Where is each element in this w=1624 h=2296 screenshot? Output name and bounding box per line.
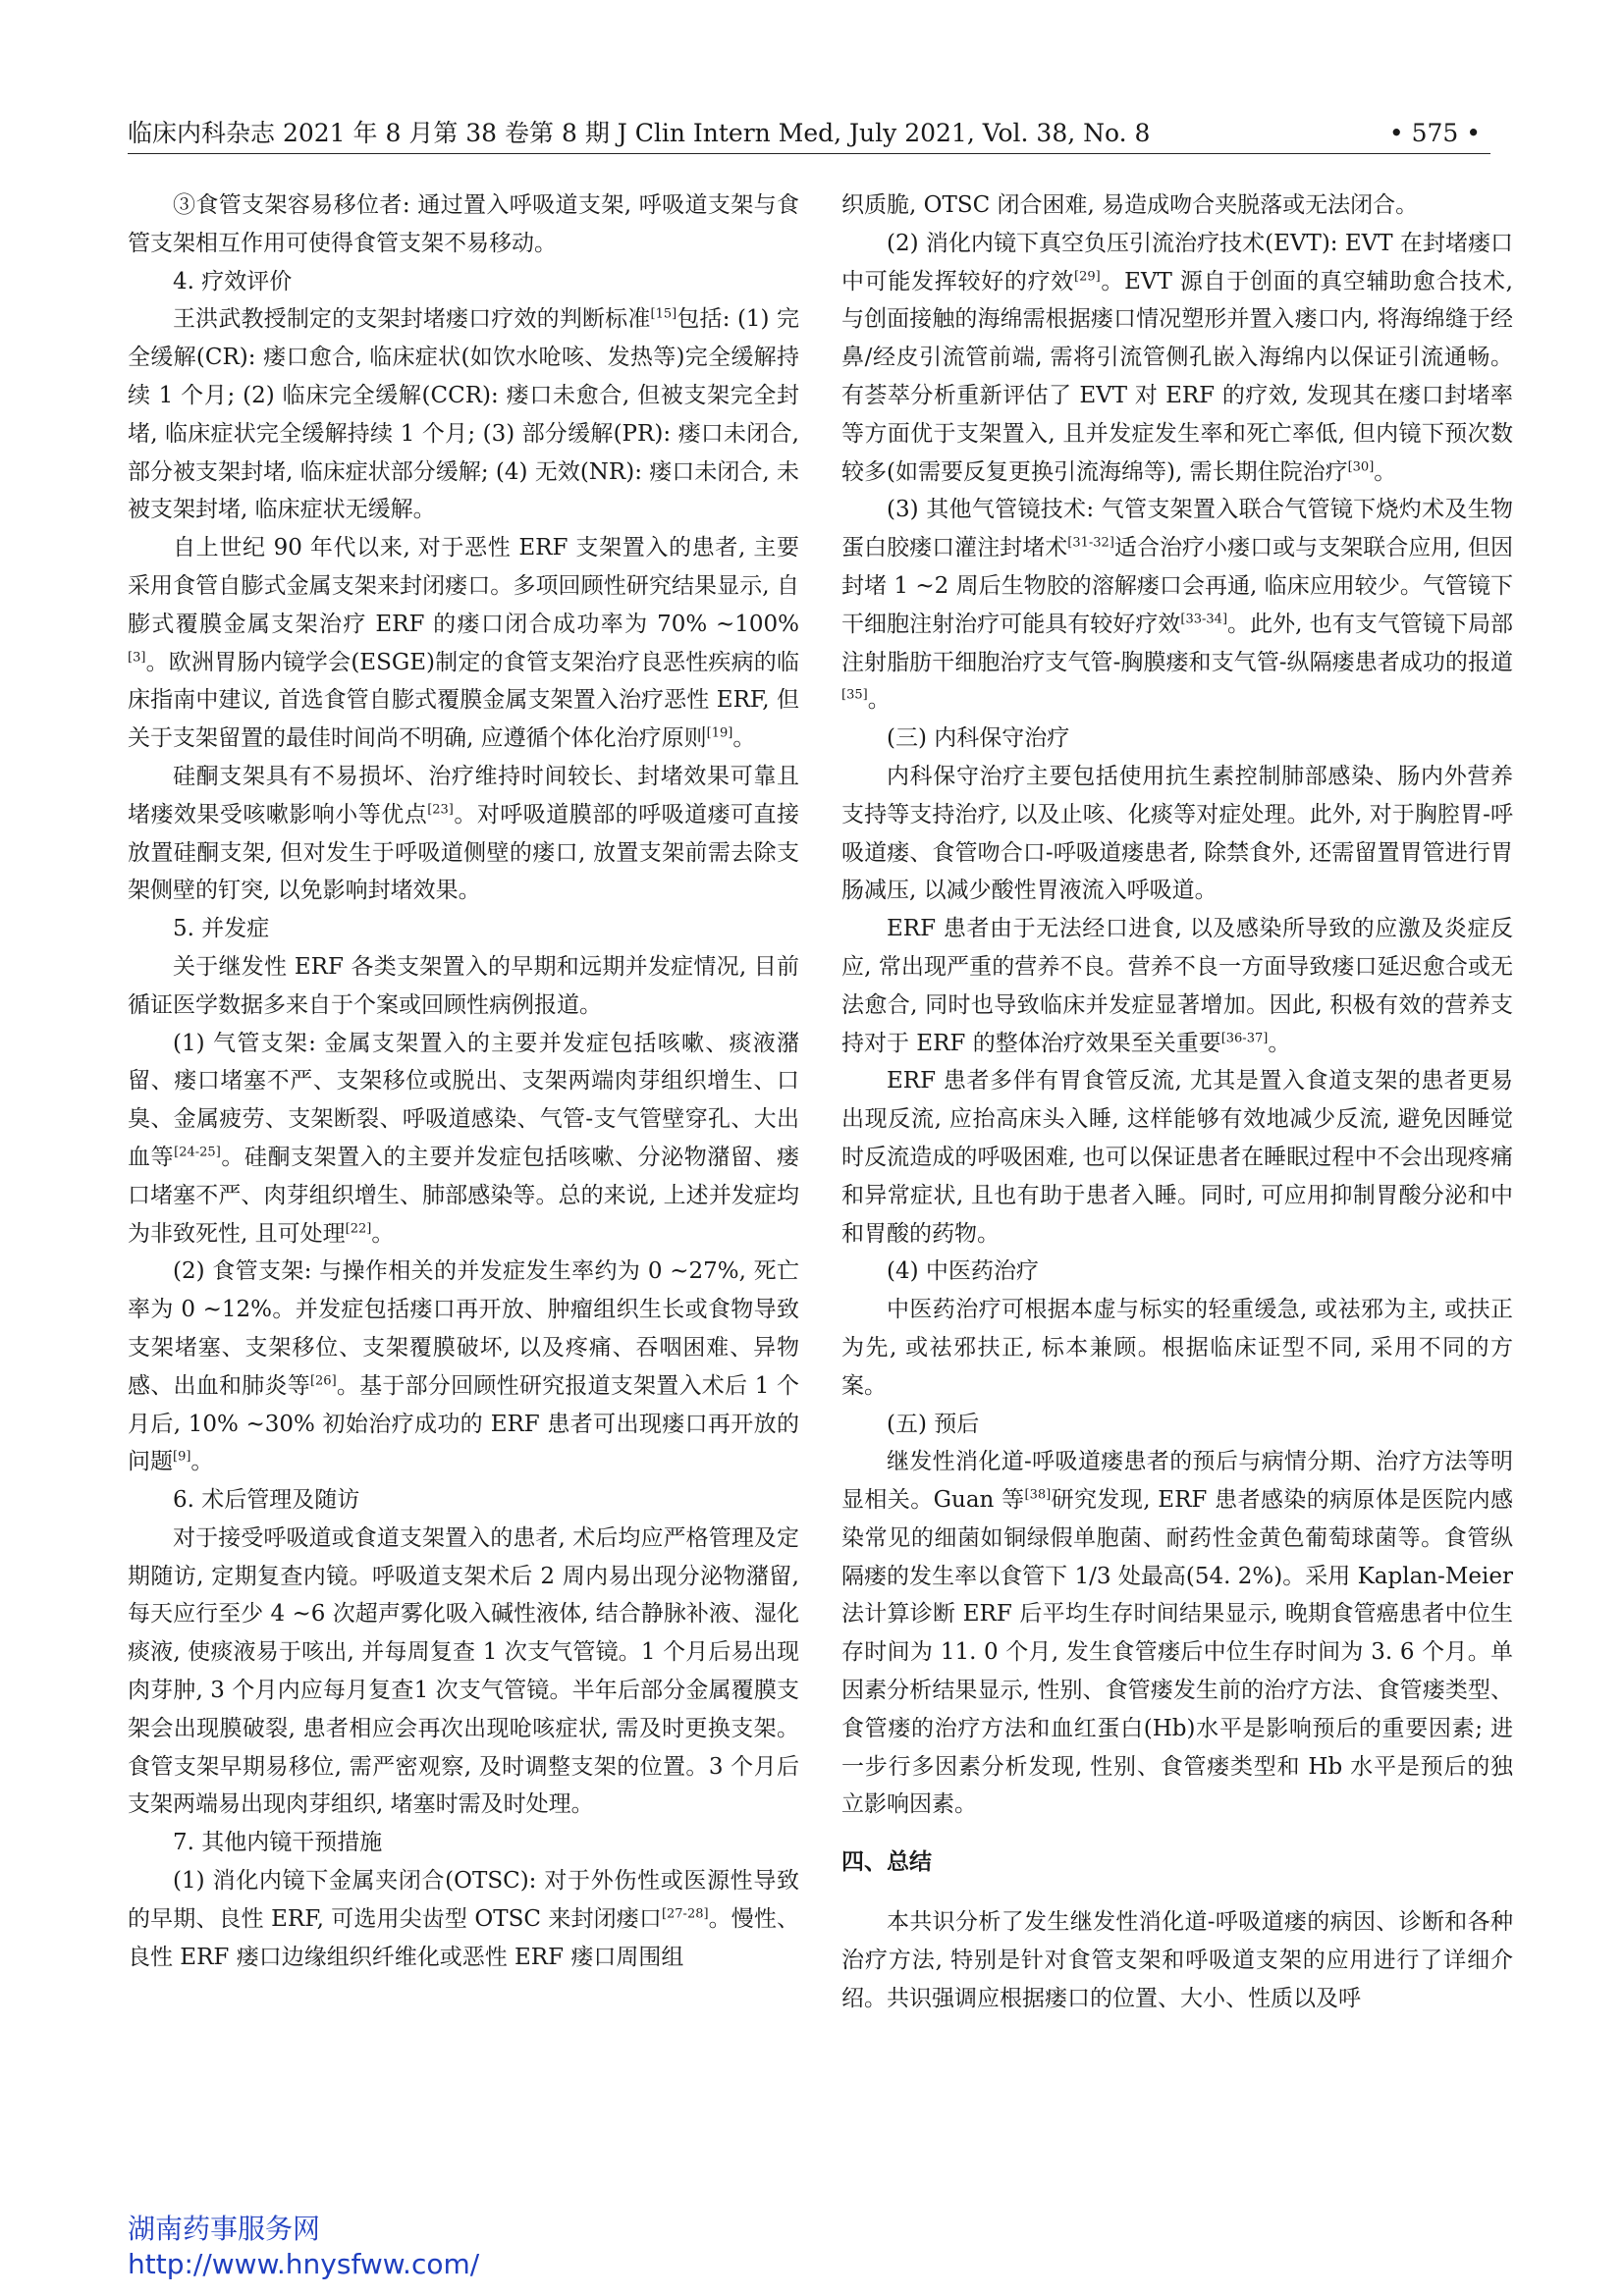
left-column xyxy=(128,187,799,1976)
section-heading: (4) 中医药治疗 xyxy=(887,1258,1039,1285)
section-heading: 5. 并发症 xyxy=(173,916,270,942)
paragraph: (3) 其他气管镜技术: 气管支架置入联合气管镜下烧灼术及生物蛋白胶瘘口灌注封堵术[31-32]适合治疗小瘘口或与支架联合应用, 但因封堵 1 ~2 周后生物胶的溶解瘘口会再通, 临床应用较少。气管镜下干细胞注射治疗可能具有较好疗效[33-34]。此外, 也有支气管镜下局部注射脂肪干细胞治疗支气管-胸膜瘘和支气管-纵隔瘘患者成功的报道[35]。 xyxy=(841,497,1514,714)
citation: [26] xyxy=(309,1373,337,1389)
paragraph: ERF 患者由于无法经口进食, 以及感染所导致的应激及炎症反应, 常出现严重的营养不良。营养不良一方面导致瘘口延迟愈合或无法愈合, 同时也导致临床并发症显著增加。因此, 积极有效的营养支持对于 ERF 的整体治疗效果至关重要[36-37]。 xyxy=(841,916,1513,1056)
watermark-title: 湖南药事服务网 xyxy=(128,2213,321,2245)
citation: [29] xyxy=(1074,268,1101,284)
paragraph: 关于继发性 ERF 各类支架置入的早期和远期并发症情况, 目前循证医学数据多来自于个案或回顾性病例报道。 xyxy=(128,953,799,1018)
citation: [31-32] xyxy=(1067,535,1114,551)
citation: [15] xyxy=(650,306,677,322)
citation: [23] xyxy=(427,802,454,818)
paragraph: 中医药治疗可根据本虚与标实的轻重缓急, 或祛邪为主, 或扶正为先, 或祛邪扶正, 标本兼顾。根据临床证型不同, 采用不同的方案。 xyxy=(841,1297,1513,1399)
paragraph: ERF 患者多伴有胃食管反流, 尤其是置入食道支架的患者更易出现反流, 应抬高床头入睡, 这样能够有效地减少反流, 避免因睡觉时反流造成的呼吸困难, 也可以保证患者在睡眠过程中不会出现疼痛和异常症状, 且也有助于患者入睡。同时, 可应用抑制胃酸分泌和中和胃酸的药物。 xyxy=(841,1068,1513,1247)
section-heading: 7. 其他内镜干预措施 xyxy=(173,1830,383,1856)
watermark-footer xyxy=(128,2212,479,2282)
paragraph: 硅酮支架具有不易损坏、治疗维持时间较长、封堵效果可靠且堵瘘效果受咳嗽影响小等优点[23]。对呼吸道膜部的呼吸道瘘可直接放置硅酮支架, 但对发生于呼吸道侧壁的瘘口, 放置支架前需去除支架侧壁的钉突, 以免影响封堵效果。 xyxy=(128,763,800,904)
section-heading: 4. 疗效评价 xyxy=(173,268,293,294)
journal-running-head: 临床内科杂志 2021 年 8 月第 38 卷第 8 期 J Clin Intern Med, July 2021, Vol. 38, No. 8 xyxy=(128,119,1151,147)
major-heading: 四、总结 xyxy=(841,1848,932,1876)
section-heading: (五) 预后 xyxy=(887,1411,980,1437)
citation: [3] xyxy=(128,649,146,665)
paragraph: 织质脆, OTSC 闭合困难, 易造成吻合夹脱落或无法闭合。 xyxy=(841,192,1419,218)
citation: [9] xyxy=(173,1449,191,1465)
paragraph: 内科保守治疗主要包括使用抗生素控制肺部感染、肠内外营养支持等支持治疗, 以及止咳、化痰等对症处理。此外, 对于胸腔胃-呼吸道瘘、食管吻合口-呼吸道瘘患者, 除禁食外, 还需留置胃管进行胃肠减压, 以减少酸性胃液流入呼吸道。 xyxy=(841,763,1513,904)
paragraph: 本共识分析了发生继发性消化道-呼吸道瘘的病因、诊断和各种治疗方法, 特别是针对食管支架和呼吸道支架的应用进行了详细介绍。共识强调应根据瘘口的位置、大小、性质以及呼 xyxy=(841,1909,1513,2011)
section-heading: (三) 内科保守治疗 xyxy=(887,725,1070,752)
paragraph: 对于接受呼吸道或食道支架置入的患者, 术后均应严格管理及定期随访, 定期复查内镜。呼吸道支架术后 2 周内易出现分泌物潴留, 每天应行至少 4 ~6 次超声雾化吸入碱性液体, 结合静脉补液、湿化痰液, 使痰液易于咳出, 并每周复查 1 次支气管镜。1 个月后易出现肉芽肿, 3 个月内应每月复查1 次支气管镜。半年后部分金属覆膜支架会出现膜破裂, 患者相应会再次出现呛咳症状, 需及时更换支架。食管支架早期易移位, 需严密观察, 及时调整支架的位置。3 个月后支架两端易出现肉芽组织, 堵塞时需及时处理。 xyxy=(128,1524,799,1818)
citation: [36-37] xyxy=(1220,1030,1269,1045)
citation: [30] xyxy=(1347,458,1375,474)
paragraph: 王洪武教授制定的支架封堵瘘口疗效的判断标准[15]包括: (1) 完全缓解(CR): 瘘口愈合, 临床症状(如饮水呛咳、发热等)完全缓解持续 1 个月; (2) 临床完全缓解(CCR): 瘘口未愈合, 但被支架完全封堵, 临床症状完全缓解持续 1 个月; (3) 部分缓解(PR): 瘘口未闭合, 部分被支架封堵, 临床症状部分缓解; (4) 无效(NR): 瘘口未闭合, 未被支架封堵, 临床症状无缓解。 xyxy=(128,306,800,523)
citation: [22] xyxy=(345,1220,372,1236)
page-number: • 575 • xyxy=(1388,119,1481,147)
citation: [27-28] xyxy=(661,1906,709,1922)
citation: [38] xyxy=(1024,1487,1052,1503)
paragraph: ③食管支架容易移位者: 通过置入呼吸道支架, 呼吸道支架与食管支架相互作用可使得食管支架不易移动。 xyxy=(128,192,799,256)
citation: [33-34] xyxy=(1180,612,1228,627)
paragraph: (1) 消化内镜下金属夹闭合(OTSC): 对于外伤性或医源性导致的早期、良性 ERF, 可选用尖齿型 OTSC 来封闭瘘口[27-28]。慢性、良性 ERF 瘘口边缘组织纤维化或恶性 ERF 瘘口周围组 xyxy=(128,1868,800,1970)
paragraph: (2) 食管支架: 与操作相关的并发症发生率约为 0 ~27%, 死亡率为 0 ~12%。并发症包括瘘口再开放、肿瘤组织生长或食物导致支架堵塞、支架移位、支架覆膜破坏, 以及疼痛、吞咽困难、异物感、出血和肺炎等[26]。基于部分回顾性研究报道支架置入术后 1 个月后, 10% ~30% 初始治疗成功的 ERF 患者可出现瘘口再开放的问题[9]。 xyxy=(128,1258,799,1475)
paragraph: 自上世纪 90 年代以来, 对于恶性 ERF 支架置入的患者, 主要采用食管自膨式金属支架来封闭瘘口。多项回顾性研究结果显示, 自膨式覆膜金属支架治疗 ERF 的瘘口闭合成功率为 70% ~100%[3]。欧洲胃肠内镜学会(ESGE)制定的食管支架治疗良恶性疾病的临床指南中建议, 首选食管自膨式覆膜金属支架置入治疗恶性 ERF, 但关于支架留置的最佳时间尚不明确, 应遵循个体化治疗原则[19]。 xyxy=(128,535,799,752)
citation: [19] xyxy=(706,725,733,741)
running-header xyxy=(128,114,1490,154)
right-column xyxy=(841,187,1513,2017)
citation: [24-25] xyxy=(174,1145,221,1160)
watermark-url[interactable]: http://www.hnysfww.com/ xyxy=(128,2248,480,2280)
section-heading: 6. 术后管理及随访 xyxy=(173,1487,360,1514)
paragraph: (1) 气管支架: 金属支架置入的主要并发症包括咳嗽、痰液潴留、瘘口堵塞不严、支架移位或脱出、支架两端肉芽组织增生、口臭、金属疲劳、支架断裂、呼吸道感染、气管-支气管壁穿孔、大出血等[24-25]。硅酮支架置入的主要并发症包括咳嗽、分泌物潴留、瘘口堵塞不严、肉芽组织增生、肺部感染等。总的来说, 上述并发症均为非致死性, 且可处理[22]。 xyxy=(128,1030,800,1247)
paragraph: (2) 消化内镜下真空负压引流治疗技术(EVT): EVT 在封堵瘘口中可能发挥较好的疗效[29]。EVT 源自于创面的真空辅助愈合技术, 与创面接触的海绵需根据瘘口情况塑形并置入瘘口内, 将海绵缝于经鼻/经皮引流管前端, 需将引流管侧孔嵌入海绵内以保证引流通畅。有荟萃分析重新评估了 EVT 对 ERF 的疗效, 发现其在瘘口封堵率等方面优于支架置入, 且并发症发生率和死亡率低, 但内镜下预次数较多(如需要反复更换引流海绵等), 需长期住院治疗[30]。 xyxy=(841,230,1514,485)
citation: [35] xyxy=(841,687,868,703)
paragraph: 继发性消化道-呼吸道瘘患者的预后与病情分期、治疗方法等明显相关。Guan 等[38]研究发现, ERF 患者感染的病原体是医院内感染常见的细菌如铜绿假单胞菌、耐药性金黄色葡萄球菌等。食管纵隔瘘的发生率以食管下 1/3 处最高(54. 2%)。采用 Kaplan-Meier 法计算诊断 ERF 后平均生存时间结果显示, 晚期食管癌患者中位生存时间为 11. 0 个月, 发生食管瘘后中位生存时间为 3. 6 个月。单因素分析结果显示, 性别、食管瘘发生前的治疗方法、食管瘘类型、食管瘘的治疗方法和血红蛋白(Hb)水平是影响预后的重要因素; 进一步行多因素分析发现, 性别、食管瘘类型和 Hb 水平是预后的独立影响因素。 xyxy=(841,1449,1513,1818)
